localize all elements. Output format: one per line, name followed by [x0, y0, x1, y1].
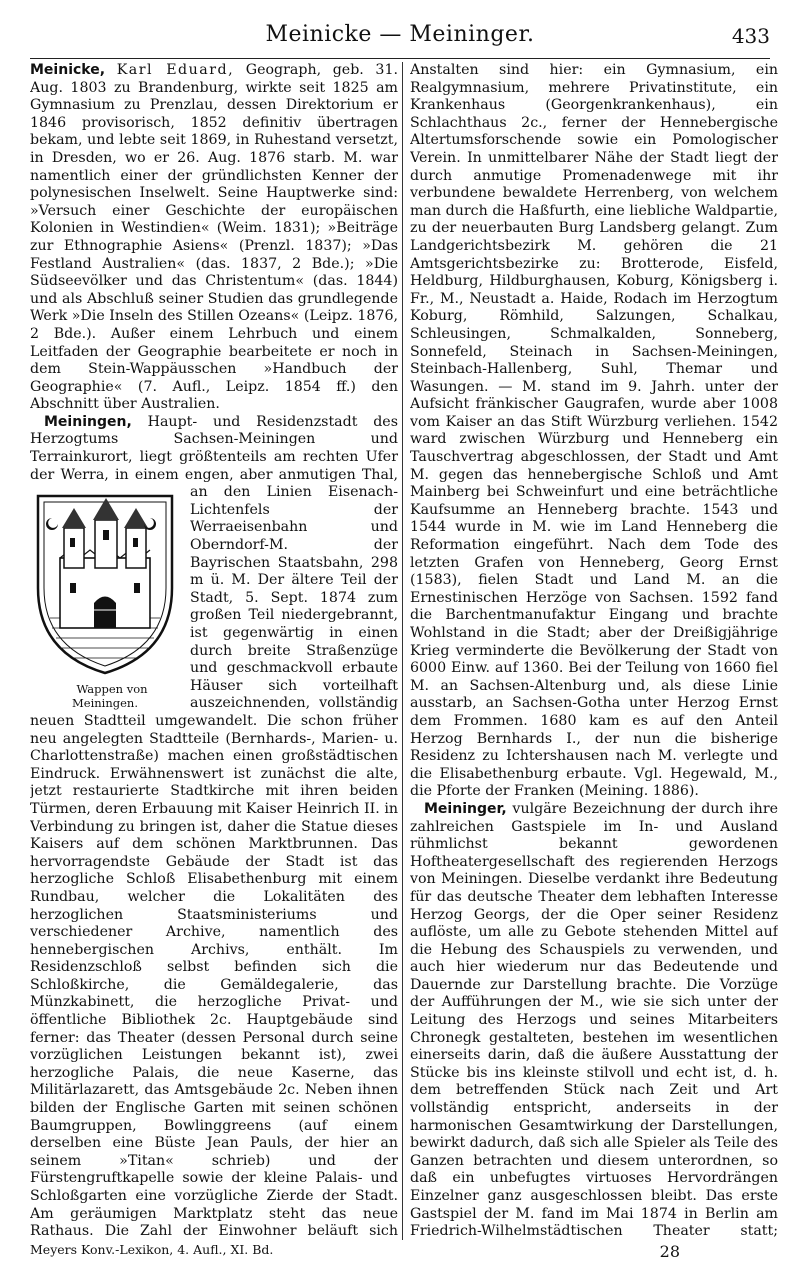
page-header: [30, 22, 770, 52]
footer-publication: Meyers Konv.-Lexikon, 4. Aufl., XI. Bd.: [30, 1242, 274, 1257]
column-divider: [402, 62, 403, 1240]
entry-text: Geograph, geb. 31. Aug. 1803 zu Brandenburg, wirkte seit 1825 am Gymnasium zu Prenzlau, dessen Direktorium er 1846 provisorisch, 1852 definitiv übertragen bekam, und lebte seit 1869, in Ruhestand versetzt, in Dresden, wo er 26. Aug. 1876 starb. M. war namentlich einer der gründlichsten Kenner der polynesischen Inselwelt. Seine Hauptwerke sind: »Versuch einer Geschichte der europäischen Kolonien in Westindien« (Weim. 1831); »Beiträge zur Ethnographie Asiens« (Prenzl. 1837); »Das Festland Australien« (das. 1837, 2 Bde.); »Die Südseevölker und das Christentum« (das. 1844) und als Abschluß seiner Studien das grundlegende Werk »Die Inseln des Stillen Ozeans« (Leipz. 1876, 2 Bde.). Außer einem Lehrbuch und einem Leitfaden der Geographie bearbeitete er noch in dem Stein-Wappäusschen »Handbuch der Geographie« (7. Aufl., Leipz. 1854 ff.) den Abschnitt über Australien.: [30, 62, 398, 413]
entry-headword: Meininger,: [424, 800, 507, 817]
page-footer: [30, 1242, 770, 1264]
entry-text: vulgäre Bezeichnung der durch ihre zahlreichen Gastspiele im In- und Ausland rühmlichst bekannt gewordenen Hoftheatergesellschaft des regierenden Herzogs von Meiningen. Dieselbe verdankt ihre Bedeutung für das deutsche Theater dem lebhaften Interesse Herzog Georgs, der die Oper seiner Residenz auflöste, um alle zu Gebote stehenden Mittel auf die Hebung des Schauspiels zu verwenden, und auch hier wiederum nur das Bedeutende und Dauernde zur Darstellung brachte. Die Vorzüge der Aufführungen der M., wie sie sich unter der Leitung des Herzogs und seines Mitarbeiters Chronegk gestalteten, bestehen im wesentlichen einerseits darin, daß die äußere Ausstattung der Stücke bis ins kleinste stilvoll und echt ist, d. h. dem betreffenden Stück nach Zeit und Art vollständig entspricht, anderseits in der harmonischen Gesamtwirkung der Darstellungen, bewirkt dadurch, daß sich alle Spieler als Teile des Ganzen betrachten und diesem unterordnen, so daß ein unbefugtes virtuoses Hervordrängen Einzelner ganz ausgeschlossen bleibt. Das erste Gastspiel der M. fand im Mai 1874 in Berlin am Friedrich-Wilhelmstädtischen Theater statt;: [410, 800, 778, 1240]
coat-of-arms-figure: [30, 488, 180, 710]
entry-meinicke: [30, 62, 398, 414]
entry-name: Karl Eduard,: [116, 62, 235, 78]
entry-meiningen: [30, 414, 398, 1240]
entry-text: Haupt- und Residenzstadt des Herzogtums Sachsen-Meiningen und Terrainkurort, liegt größtenteils am rechten Ufer der Werra, in einem engen, aber anmutigen Thal, an den Linien Eisenach-: [30, 413, 398, 501]
footer-signature: 28: [659, 1242, 680, 1261]
entry-meiningen-continued: Anstalten sind hier: ein Gymnasium, ein Realgymnasium, mehrere Privatinstitute, ein Krankenhaus (Georgenkrankenhaus), ein Schlachthaus 2c., ferner der Hennebergische Altertumsforschende sowie ein Pomologischer Verein. In unmittelbarer Nähe der Stadt liegt der durch anmutige Promenadenwege mit ihr verbundene bewaldete Herrenberg, von welchem man durch die Haßfurth, eine liebliche Waldpartie, zu der neuerbauten Burg Landsberg gelangt. Zum Landgerichtsbezirk M. gehören die 21 Amtsgerichtsbezirke zu: Brotterode, Eisfeld, Heldburg, Hildburghausen, Koburg, Königsberg i. Fr., M., Neustadt a. Haide, Rodach im Herzogtum Koburg, Römhild, Salzungen, Schalkau, Schleusingen, Schmalkalden, Sonneberg, Sonnefeld, Steinach in Sachsen-Meiningen, Steinbach-Hallenberg, Suhl, Themar und Wasungen. — M. stand im 9. Jahrh. unter der Aufsicht fränkischer Gaugrafen, wurde aber 1008 vom Kaiser an das Stift Würzburg verliehen. 1542 ward zwischen Würzburg und Henneberg ein Tauschvertrag abgeschlossen, der Stadt und Amt M. gegen das hennebergische Schloß und Amt Mainberg bei Schweinfurt und eine beträchtliche Kaufsumme an Henneberg brachte. 1543 und 1544 wurde in M. wie im Land Henneberg die Reformation eingeführt. Nach dem Tode des letzten Grafen von Henneberg, Georg Ernst (1583), fielen Stadt und Land M. an die Ernestinischen Herzöge von Sachsen. 1592 fand die Barchentmanufaktur Eingang und brachte Wohlstand in die Stadt; aber der Dreißigjährige Krieg verminderte die Bevölkerung der Stadt von 6000 Einw. auf 1360. Bei der Teilung von 1660 fiel M. an Sachsen-Altenburg und, als diese Linie ausstarb, an Sachsen-Gotha unter Herzog Ernst dem Frommen. 1680 kam es auf den Anteil Herzog Bernhards I., der nun die bisherige Residenz zu Ichtershausen nach M. verlegte und die Elisabethenburg erbaute. Vgl. Hegewald, M., die Pforte der Franken (Meining. 1886).: [410, 62, 778, 800]
entry-headword: Meiningen,: [44, 413, 132, 430]
header-rule: [30, 58, 770, 59]
entry-meininger: [410, 801, 778, 1240]
page-title: Meinicke — Meininger.: [265, 22, 535, 47]
coat-of-arms-icon: [30, 488, 180, 678]
entry-headword: Meinicke,: [30, 62, 106, 78]
right-column: [410, 62, 778, 1240]
entry-text: Lichtenfels der Werraeisenbahn und Oberndorf-M. der Bayrischen Staatsbahn, 298 m ü. M. Der ältere Teil der Stadt, 5. Sept. 1874 zum großen Teil niedergebrannt, ist gegenwärtig in einen durch breite Straßenzüge und geschmackvoll erbaute Häuser sich vorteilhaft auszeichnenden, vollständig neuen Stadtteil umgewandelt. Die schon früher neu angelegten Stadtteile (Bernhards-, Marien- u. Charlottenstraße) machen einen großstädtischen Eindruck. Erwähnenswert ist zunächst die alte, jetzt restaurierte Stadtkirche mit ihren beiden Türmen, deren Erbauung mit Kaiser Heinrich II. in Verbindung zu bringen ist, daher die Statue dieses Kaisers auf dem schönen Marktbrunnen. Das hervorragendste Gebäude der Stadt ist das herzogliche Schloß Elisabethenburg mit einem Rundbau, welcher die Lokalitäten des herzoglichen Staatsministeriums und verschiedener Archive, namentlich des hennebergischen Archivs, enthält. Im Residenzschloß selbst befinden sich die Schloßkirche, die Gemäldegalerie, das Münzkabinett, die herzogliche Privat- und öffentliche Bibliothek 2c. Hauptgebäude sind ferner: das Theater (dessen Personal durch seine vorzüglichen Leistungen bekannt ist), zwei herzogliche Palais, die neue Kaserne, das Militärlazarett, das Amtsgebäude 2c. Neben ihnen bilden der Englische Garten mit seinen schönen Baumgruppen, Bowlinggreens (auf einem derselben eine Büste Jean Pauls, der hier an seinem »Titan« schrieb) und der Fürstengruftkapelle sowie der kleine Palais- und Schloßgarten eine vorzügliche Zierde der Stadt. Am geräumigen Marktplatz steht das neue Rathaus. Die Zahl der Einwohner beläuft sich: [30, 501, 398, 1240]
left-column: [30, 62, 398, 1240]
figure-caption: Wappen von Meiningen.: [72, 682, 148, 711]
page-number: 433: [731, 24, 770, 48]
